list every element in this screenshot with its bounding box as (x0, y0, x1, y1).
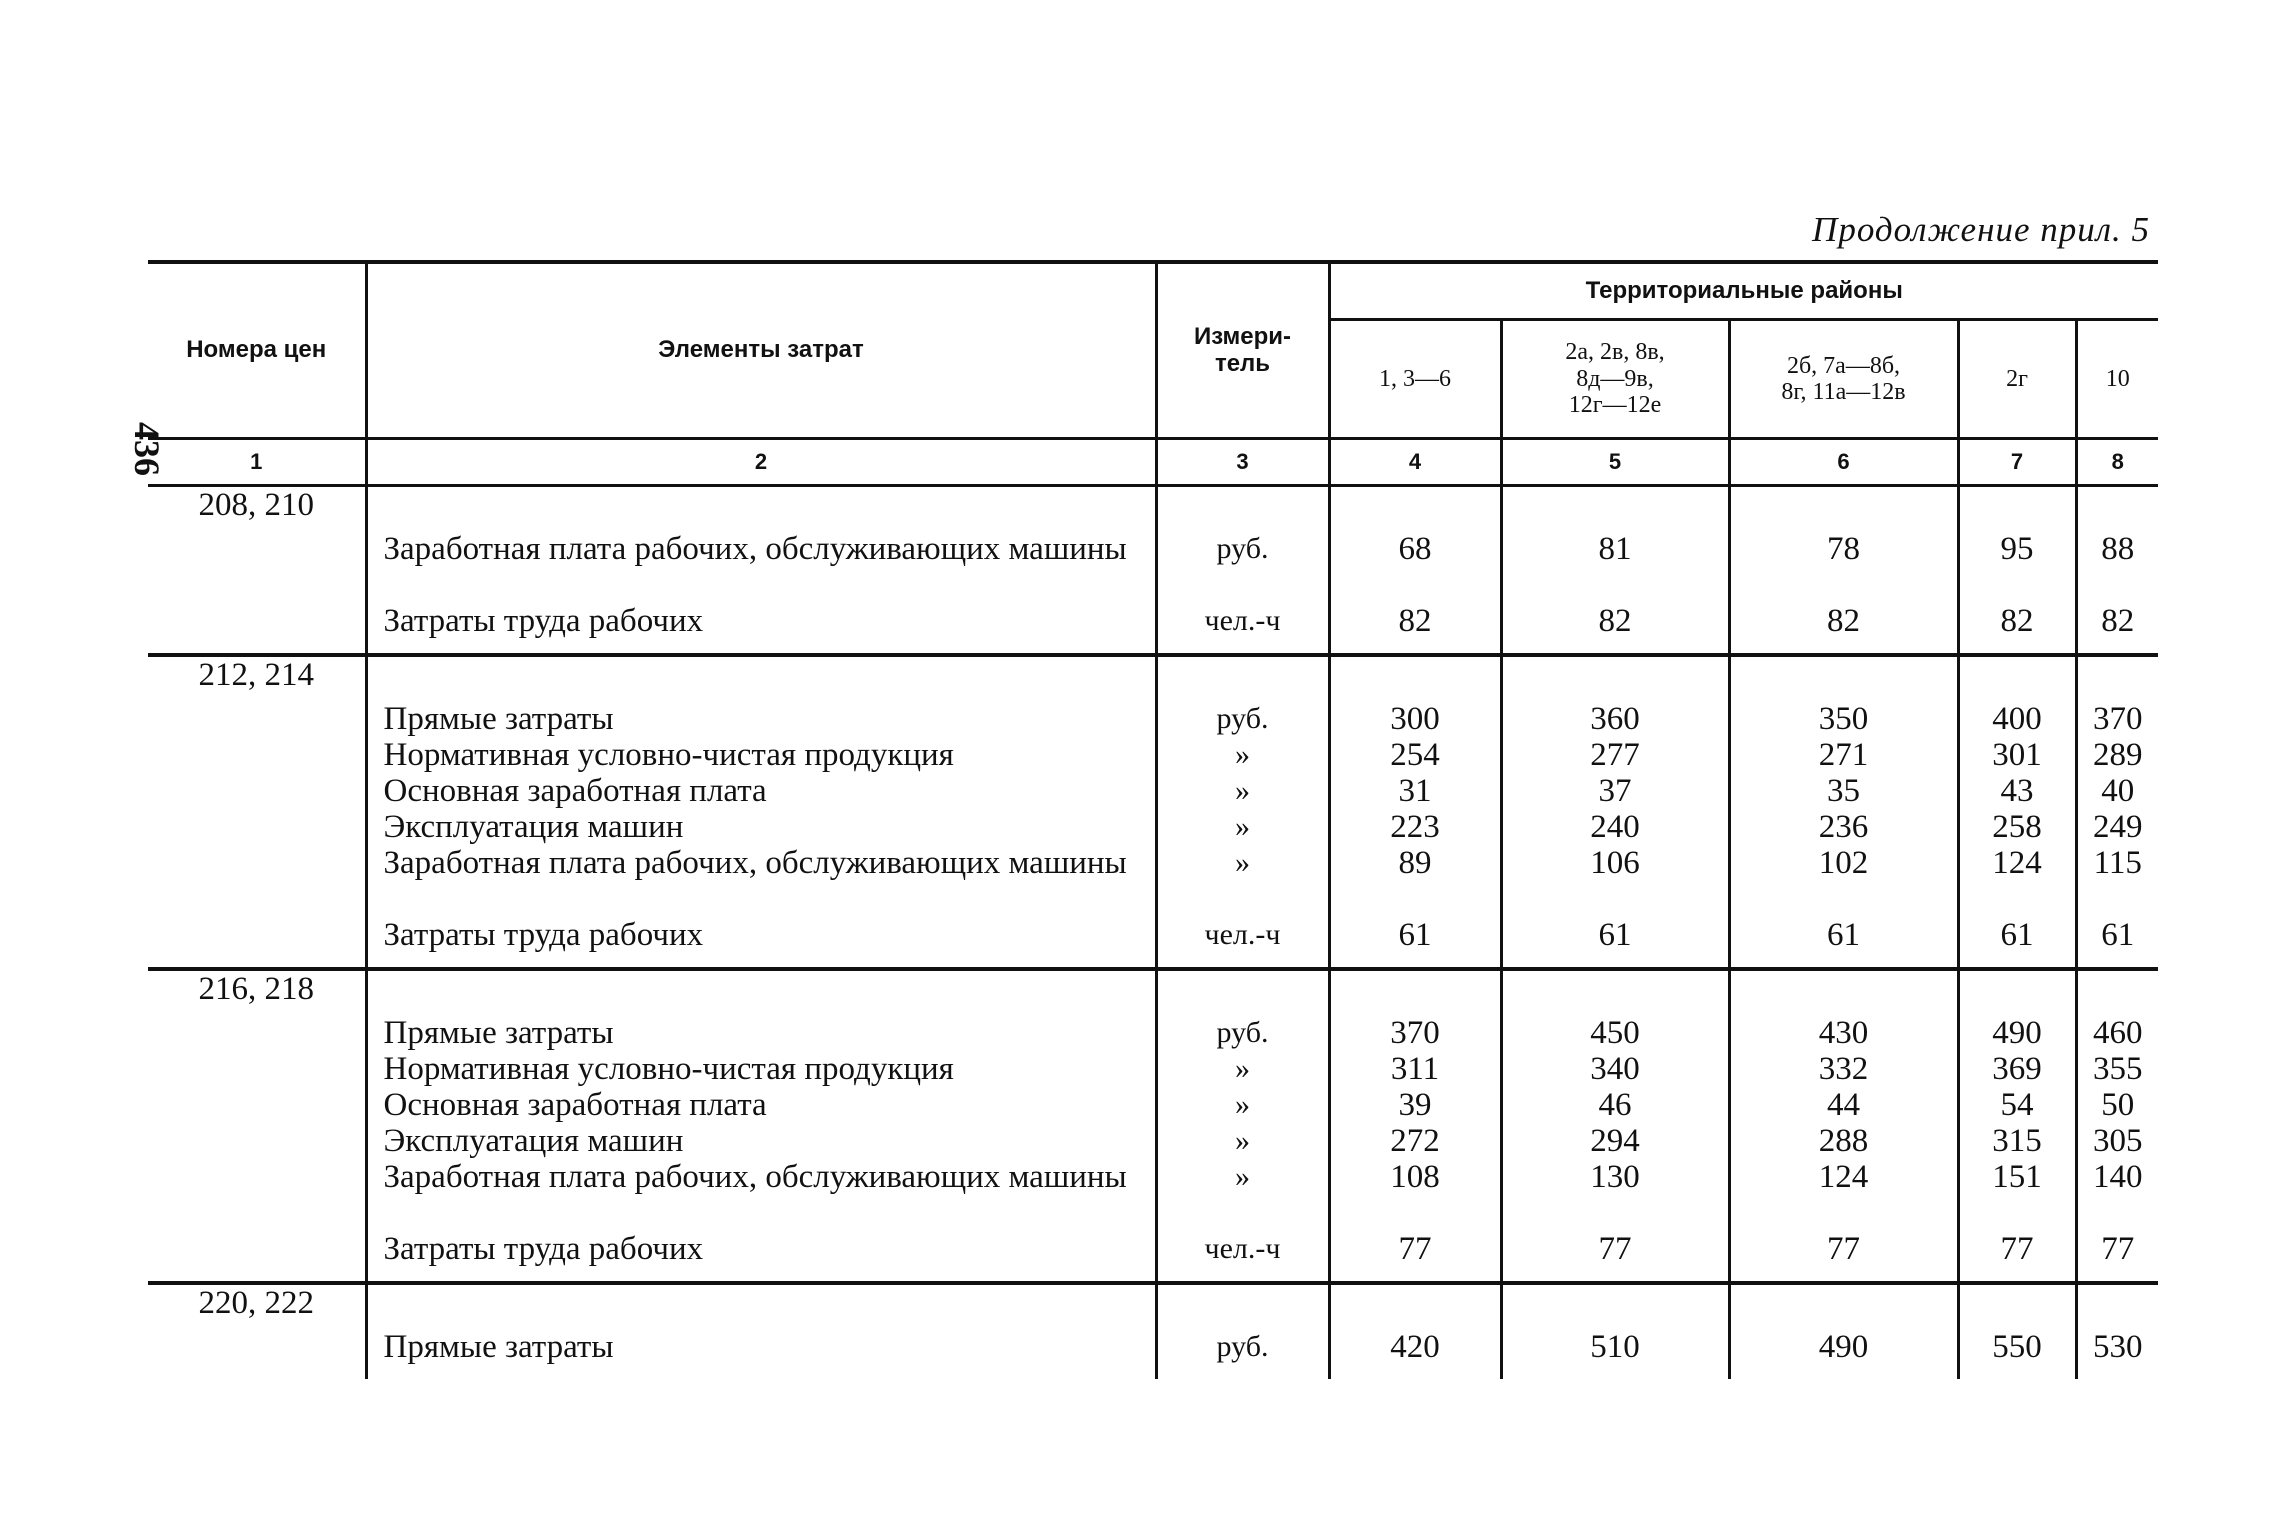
region-value: 124 (1992, 845, 2042, 881)
region-value: 450 (1590, 1015, 1640, 1051)
region-value-cell (2076, 655, 2158, 969)
unit-cell (1156, 969, 1329, 1283)
region-value: 360 (1590, 701, 1640, 737)
region-value: 82 (2101, 603, 2135, 639)
region-value: 288 (1818, 1123, 1869, 1159)
region-header: 2г (1958, 320, 2076, 439)
region-header: 2а, 2в, 8в, 8д—9в, 12г—12е (1501, 320, 1729, 439)
region-value-cell (1329, 655, 1501, 969)
table-row (148, 1283, 2158, 1379)
cost-element: Эксплуатация машин (383, 809, 684, 845)
column-index-row (148, 439, 2158, 486)
column-index: 8 (2076, 439, 2158, 486)
region-value: 46 (1598, 1087, 1632, 1123)
price-numbers: 212, 214 (198, 657, 314, 693)
region-value: 77 (1598, 1231, 1632, 1267)
price-numbers-cell (148, 1283, 366, 1379)
unit-cell (1156, 1283, 1329, 1379)
region-value: 340 (1590, 1051, 1640, 1087)
region-header: 1, 3—6 (1329, 320, 1501, 439)
region-value-cell (1729, 1283, 1958, 1379)
region-value: 82 (2000, 603, 2034, 639)
region-value: 430 (1818, 1015, 1869, 1051)
region-value-cell (1329, 969, 1501, 1283)
cost-element: Затраты труда рабочих (383, 1231, 704, 1267)
region-value: 289 (2093, 737, 2143, 773)
region-value: 420 (1390, 1329, 1440, 1365)
region-value: 460 (2093, 1015, 2143, 1051)
header-numbers: Номера цен (148, 262, 366, 439)
unit-value: » (1235, 1124, 1250, 1157)
unit-value: » (1235, 1160, 1250, 1193)
unit-value: чел.-ч (1204, 918, 1281, 951)
region-value-cell (1729, 486, 1958, 656)
region-value: 272 (1390, 1123, 1440, 1159)
region-value: 102 (1818, 845, 1869, 881)
column-index: 5 (1501, 439, 1729, 486)
unit-value: » (1235, 738, 1250, 771)
region-value: 550 (1992, 1329, 2042, 1365)
column-index: 7 (1958, 439, 2076, 486)
region-value: 89 (1398, 845, 1432, 881)
region-value: 305 (2093, 1123, 2143, 1159)
region-value: 108 (1390, 1159, 1440, 1195)
price-numbers-cell (148, 486, 366, 656)
cost-element: Затраты труда рабочих (383, 917, 704, 953)
region-value: 124 (1818, 1159, 1869, 1195)
column-index: 6 (1729, 439, 1958, 486)
region-value: 315 (1992, 1123, 2042, 1159)
column-index: 4 (1329, 439, 1501, 486)
table-row (148, 969, 2158, 1283)
region-value-cell (1958, 486, 2076, 656)
header-elements: Элементы затрат (366, 262, 1156, 439)
region-value: 370 (2093, 701, 2143, 737)
region-value: 350 (1818, 701, 1869, 737)
region-value: 43 (2000, 773, 2034, 809)
region-value: 78 (1827, 531, 1860, 567)
unit-value: » (1235, 810, 1250, 843)
column-index: 1 (148, 439, 366, 486)
region-value: 77 (1827, 1231, 1860, 1267)
region-value: 294 (1590, 1123, 1640, 1159)
region-value: 35 (1827, 773, 1860, 809)
region-value-cell (1501, 969, 1729, 1283)
price-numbers: 216, 218 (198, 971, 314, 1007)
table-body (148, 486, 2158, 1380)
unit-value: » (1235, 846, 1250, 879)
region-value: 50 (2101, 1087, 2135, 1123)
region-value: 61 (2000, 917, 2034, 953)
region-value: 151 (1992, 1159, 2042, 1195)
region-value: 301 (1992, 737, 2042, 773)
region-value: 82 (1598, 603, 1632, 639)
region-value: 61 (1398, 917, 1432, 953)
region-value: 95 (2000, 531, 2034, 567)
region-value: 258 (1992, 809, 2042, 845)
cost-element: Прямые затраты (383, 701, 614, 737)
region-value: 300 (1390, 701, 1440, 737)
page-number: 436 (127, 422, 167, 476)
cost-table (148, 260, 2158, 1379)
region-value: 530 (2093, 1329, 2143, 1365)
region-value-cell (1501, 1283, 1729, 1379)
region-value: 240 (1590, 809, 1640, 845)
region-value: 115 (2093, 845, 2142, 881)
elements-cell (366, 1283, 1156, 1379)
cost-element: Заработная плата рабочих, обслуживающих машины (383, 845, 1127, 881)
region-value: 369 (1992, 1051, 2042, 1087)
region-value-cell (1501, 486, 1729, 656)
region-value: 44 (1827, 1087, 1860, 1123)
region-value: 61 (1598, 917, 1632, 953)
cost-element: Нормативная условно-чистая продукция (383, 1051, 954, 1087)
unit-value: руб. (1216, 532, 1269, 565)
region-value: 61 (1827, 917, 1860, 953)
table-row (148, 655, 2158, 969)
region-value: 61 (2101, 917, 2135, 953)
region-value-cell (1958, 655, 2076, 969)
region-value-cell (1501, 655, 1729, 969)
region-value: 271 (1818, 737, 1869, 773)
region-value: 510 (1590, 1329, 1640, 1365)
region-value-cell (1329, 1283, 1501, 1379)
region-value: 130 (1590, 1159, 1640, 1195)
region-value: 68 (1398, 531, 1432, 567)
cost-element: Прямые затраты (383, 1329, 614, 1365)
region-value: 249 (2093, 809, 2143, 845)
region-value-cell (2076, 969, 2158, 1283)
region-value: 81 (1598, 531, 1632, 567)
unit-value: » (1235, 1088, 1250, 1121)
region-header: 10 (2076, 320, 2158, 439)
unit-value: чел.-ч (1204, 1232, 1281, 1265)
cost-element: Заработная плата рабочих, обслуживающих машины (383, 1159, 1127, 1195)
region-value: 254 (1390, 737, 1440, 773)
region-value-cell (1729, 655, 1958, 969)
region-value: 77 (2000, 1231, 2034, 1267)
cost-element: Основная заработная плата (383, 1087, 767, 1123)
unit-value: руб. (1216, 702, 1269, 735)
elements-cell (366, 486, 1156, 656)
region-value: 355 (2093, 1051, 2143, 1087)
region-value: 400 (1992, 701, 2042, 737)
column-index: 2 (366, 439, 1156, 486)
header-row-1 (148, 262, 2158, 320)
region-value-cell (1958, 1283, 2076, 1379)
region-value: 31 (1398, 773, 1432, 809)
region-value-cell (1329, 486, 1501, 656)
price-numbers: 208, 210 (198, 487, 314, 523)
region-value: 82 (1398, 603, 1432, 639)
cost-element: Затраты труда рабочих (383, 603, 704, 639)
region-value: 332 (1818, 1051, 1869, 1087)
table-row (148, 486, 2158, 656)
region-value: 77 (2101, 1231, 2135, 1267)
unit-value: » (1235, 1052, 1250, 1085)
region-value: 490 (1818, 1329, 1869, 1365)
column-index: 3 (1156, 439, 1329, 486)
header-unit: Измери- тель (1156, 262, 1329, 439)
unit-cell (1156, 655, 1329, 969)
header-regions-title: Территориальные районы (1329, 262, 2158, 320)
unit-value: » (1235, 774, 1250, 807)
region-value: 370 (1390, 1015, 1440, 1051)
region-value: 77 (1398, 1231, 1432, 1267)
region-value: 40 (2101, 773, 2135, 809)
region-value: 82 (1827, 603, 1860, 639)
region-value: 37 (1598, 773, 1632, 809)
cost-element: Эксплуатация машин (383, 1123, 684, 1159)
region-value-cell (2076, 486, 2158, 656)
elements-cell (366, 655, 1156, 969)
region-value: 39 (1398, 1087, 1432, 1123)
unit-value: руб. (1216, 1330, 1269, 1363)
region-value: 140 (2093, 1159, 2143, 1195)
region-value-cell (1729, 969, 1958, 1283)
price-numbers-cell (148, 655, 366, 969)
region-value-cell (1958, 969, 2076, 1283)
cost-element: Прямые затраты (383, 1015, 614, 1051)
page-number-wrap (100, 210, 167, 476)
price-numbers: 220, 222 (198, 1285, 314, 1321)
region-value: 54 (2000, 1087, 2034, 1123)
cost-element: Заработная плата рабочих, обслуживающих машины (383, 531, 1127, 567)
region-value: 490 (1992, 1015, 2042, 1051)
region-value: 311 (1390, 1051, 1440, 1087)
region-value-cell (2076, 1283, 2158, 1379)
region-value: 106 (1590, 845, 1640, 881)
region-header: 2б, 7а—8б, 8г, 11а—12в (1729, 320, 1958, 439)
unit-value: чел.-ч (1204, 604, 1281, 637)
unit-cell (1156, 486, 1329, 656)
elements-cell (366, 969, 1156, 1283)
region-value: 88 (2101, 531, 2135, 567)
cost-element: Нормативная условно-чистая продукция (383, 737, 954, 773)
region-value: 236 (1818, 809, 1869, 845)
table-caption: Продолжение прил. 5 (1812, 210, 2150, 249)
unit-value: руб. (1216, 1016, 1269, 1049)
cost-element: Основная заработная плата (383, 773, 767, 809)
price-numbers-cell (148, 969, 366, 1283)
region-value: 277 (1590, 737, 1640, 773)
region-value: 223 (1390, 809, 1440, 845)
